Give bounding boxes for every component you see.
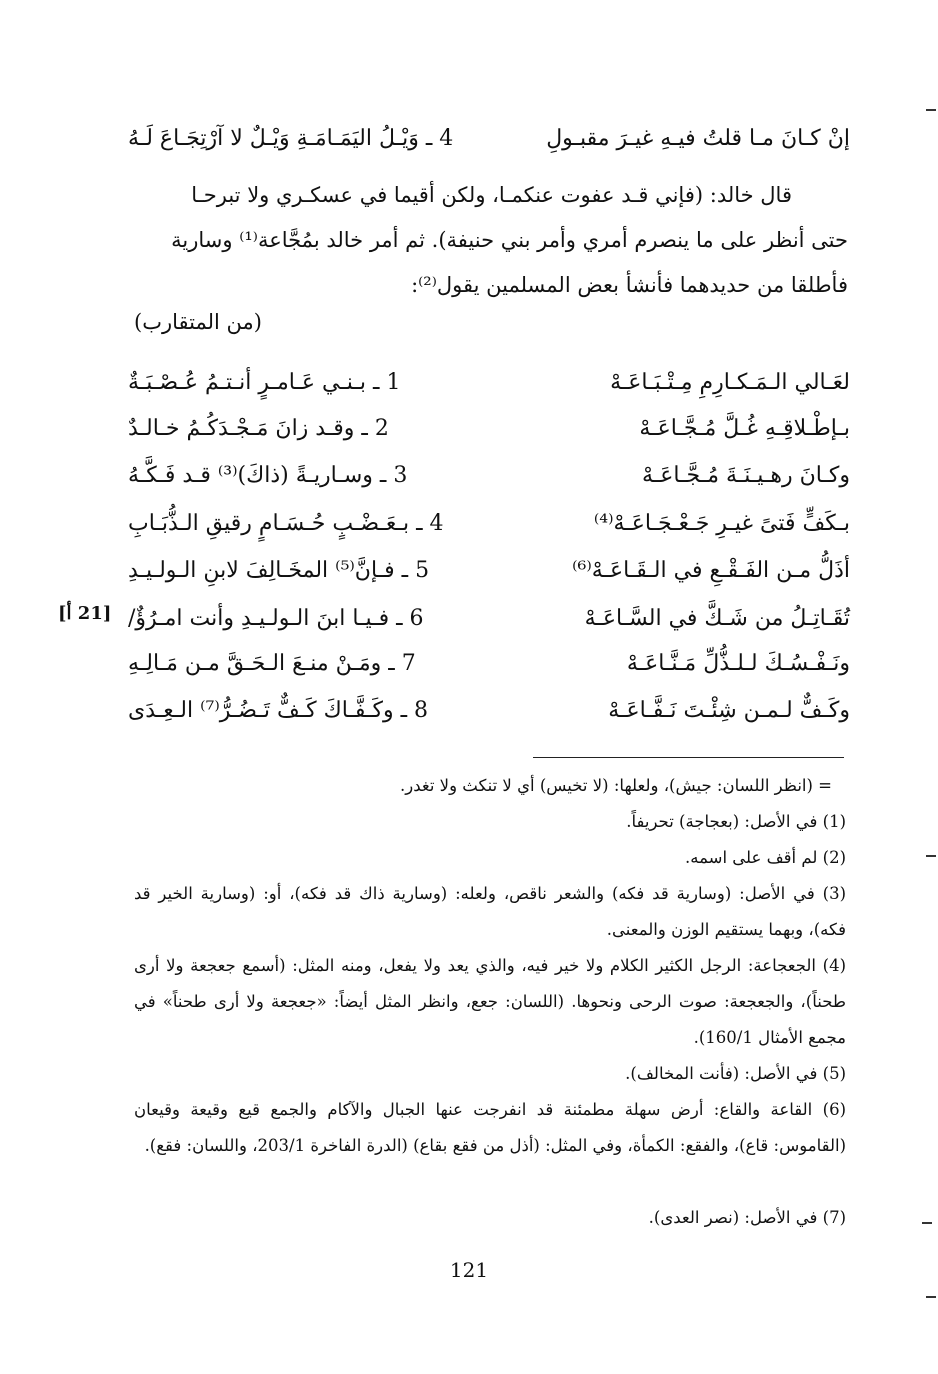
prose-line: قال خالد: (فإني قـد عفوت عنكمـا، ولكن أقيما في عسكـري ولا تبرحـا — [191, 183, 792, 207]
verse-7 — [128, 643, 850, 683]
verse-right-hemistich: 2 ـ وقـد زانَ مَـجْـدَكُـمُ خـالـدٌ — [128, 415, 389, 441]
footnote-5: (5) في الأصل: (فأنت المخالف). — [625, 1064, 846, 1083]
verse-right-hemistich: 8 ـ وكَـفَّـاكَ كَـفٌّ تَـضُـرُّ⁽⁷⁾ الـعِـدَى — [128, 697, 429, 723]
scan-speck — [926, 855, 936, 857]
page-number: 121 — [449, 1258, 489, 1282]
scan-speck — [926, 109, 936, 111]
verse-2 — [128, 408, 850, 448]
meter-label: (من المتقارب) — [134, 310, 262, 334]
footnote-continuation: = (انظر اللسان: جيش)، ولعلها: (لا تخيس) أي لا تنكث ولا تغدر. — [400, 776, 832, 795]
footnote-divider — [533, 757, 844, 758]
footnote-4: (4) الجعجاعة: الرجل الكثير الكلام ولا خير فيه، والذي يعد ولا يفعل، ومنه المثل: (أسمع جعجعة ولا أرى طحناً)، والجعجعة: صوت الرحى ونحوها. (اللسان: جعع، وانظر المثل أيضاً: «جعجعة ولا أرى طحناً» في مجمع الأمثال 160/1). — [134, 956, 846, 1047]
footnote-1: (1) في الأصل: (بعجاجة) تحريفاً. — [626, 812, 846, 831]
verse-right-hemistich: 4 ـ وَيْـلُ اليَمَـامَـةِ وَيْـلٌ لا آرْتِجَـاعَ لَـهُ — [128, 125, 454, 151]
verse-right-hemistich: 3 ـ وسـاريـةً (ذاكَ)⁽³⁾ قـد فَـكَّـهُ — [128, 462, 408, 488]
verse-left-hemistich: إنْ كـانَ مـا قلتُ فيـهِ غيـرَ مقبـولِ — [546, 125, 850, 151]
verse-4-top — [128, 118, 850, 158]
verse-right-hemistich: 1 ـ بـنـي عَـامـرٍ أنـتـمُ عُـصْـبَـةٌ — [128, 369, 401, 395]
verse-5 — [128, 550, 850, 590]
verse-left-hemistich: تُقَـاتِـلُ من شَـكَّ في السَّـاعَـهْ — [584, 605, 850, 631]
footnote-3: (3) في الأصل: (وسارية قد فكه) والشعر ناقص، ولعله: (وسارية ذاك قد فكه)، أو: (وسارية الخير قد فكه)، وبهما يستقيم الوزن والمعنى. — [134, 884, 846, 939]
verse-3 — [128, 455, 850, 495]
prose-line: حتى أنظر على ما ينصرم أمري وأمر بني حنيفة). ثم أمر خالد بمُجَّاعة⁽¹⁾ وسارية — [171, 228, 848, 252]
folio-marker: [21 أ] — [58, 603, 112, 624]
verse-left-hemistich: وكَـفٌّ لـمـن شِئْـتَ نَـفَّـاعَـهْ — [608, 697, 850, 723]
scan-speck — [922, 1222, 932, 1224]
verse-1 — [128, 362, 850, 402]
verse-left-hemistich: لعَـالي الـمَـكـارِمِ مِـتْـبَـاعَـهْ — [610, 369, 850, 395]
verse-8 — [128, 690, 850, 730]
footnote-2: (2) لم أقف على اسمه. — [684, 848, 846, 867]
scan-speck — [926, 1296, 936, 1298]
verse-6 — [128, 598, 850, 638]
footnote-6: (6) القاعة والقاع: أرض سهلة مطمئنة قد انفرجت عنها الجبال والآكام والجمع قيع وقيعة وقيعان (القاموس: قاع)، والفقع: الكمأة، وفي المثل: (أذل من فقع بقاع) (الدرة الفاخرة 203/1، واللسان: فقع). — [134, 1100, 846, 1155]
verse-left-hemistich: بـإطْـلاقِـهِ غُـلَّ مُـجَّـاعَـهْ — [639, 415, 850, 441]
verse-right-hemistich: 5 ـ فـإنَّ⁽⁵⁾ المخَـالِفَ لابنِ الـولـيـدِ — [128, 557, 430, 583]
verse-left-hemistich: ونَـفْـسُـكَ لـلـذُّلِّ مَـنَّـاعَـهْ — [626, 650, 850, 676]
footnote-7: (7) في الأصل: (نصر العدى). — [648, 1208, 846, 1227]
verse-right-hemistich: 4 ـ بـعَـضْـبٍ حُـسَـامٍ رقيقِ الـذُّبَـابِ — [128, 510, 444, 536]
verse-left-hemistich: وكـانَ رهـيـنَـةَ مُـجَّـاعَـهْ — [642, 462, 850, 488]
verse-4 — [128, 503, 850, 543]
verse-right-hemistich: 7 ـ ومَـنْ منـعَ الـحَـقَّ مـن مَـالِـهِ — [128, 650, 416, 676]
verse-left-hemistich: بـكَفٍّ فَتىً غيـرِ جَـعْـجَـاعَـهْ⁽⁴⁾ — [593, 510, 850, 536]
verse-right-hemistich: 6 ـ فـيـا ابنَ الـولـيـدِ وأنت امـرُؤٌ/ — [128, 605, 424, 631]
prose-paragraph — [128, 173, 848, 308]
verse-left-hemistich: أذَلُّ مـن الفَـقْـعِ في الـقَـاعَـهْ⁽⁶⁾ — [572, 557, 850, 583]
prose-line: فأطلقا من حديدهما فأنشأ بعض المسلمين يقول⁽²⁾: — [411, 273, 848, 297]
